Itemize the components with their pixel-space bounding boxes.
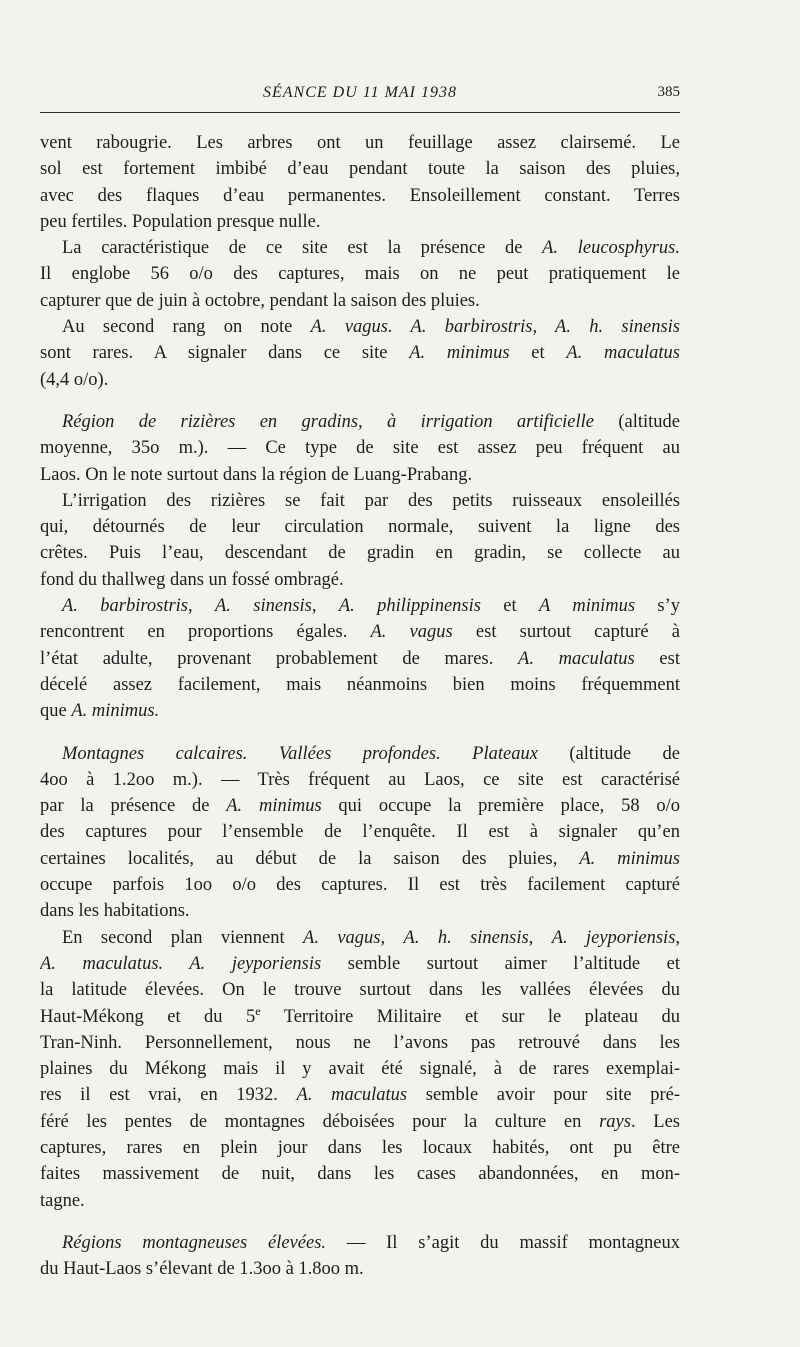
text-line [40, 130, 680, 156]
italic-text: Régions montagneuses élevées. [62, 1232, 327, 1253]
text-segment: est [634, 648, 680, 669]
text-segment: 4oo à 1.2oo m.). — Très fréquent au Laos, ce site est caractérisé [40, 769, 680, 790]
paragraph-gap [40, 393, 680, 409]
text-line [40, 619, 680, 645]
text-line [40, 1188, 680, 1214]
text-segment: l’état adulte, provenant probablement de mares. [40, 648, 519, 669]
text-segment: Territoire Militaire et sur le plateau du [260, 1006, 680, 1027]
text-segment: rencontrent en proportions égales. [40, 622, 371, 643]
italic-text: A. leucosphyrus. [542, 238, 680, 259]
text-line [40, 1161, 680, 1187]
text-line [40, 741, 680, 767]
italic-text: A. vagus [303, 927, 381, 948]
italic-text: A. vagus. A. barbirostris, A. h. sinensis [310, 317, 680, 338]
text-segment: En second plan viennent [62, 927, 304, 948]
paragraph-gap [40, 725, 680, 741]
text-segment: res il est vrai, en 1932. [40, 1085, 297, 1106]
text-line [40, 183, 680, 209]
superscript-text: e [255, 1003, 261, 1018]
text-segment: que [40, 701, 72, 722]
text-segment: sol est fortement imbibé d’eau pendant toute la saison des pluies, [40, 159, 680, 180]
text-line [40, 793, 680, 819]
text-line [40, 1004, 680, 1030]
text-segment: et [509, 343, 567, 364]
text-segment: féré les pentes de montagnes déboisées pour la culture en [40, 1111, 600, 1132]
text-line [40, 1230, 680, 1256]
italic-text: A. vagus [370, 622, 453, 643]
text-line [40, 819, 680, 845]
text-segment: la latitude élevées. On le trouve surtout dans les vallées élevées du [40, 980, 680, 1001]
italic-text: A. philippinensis [338, 596, 481, 617]
text-segment: . Les [630, 1111, 680, 1132]
text-segment: faites massivement de nuit, dans les cases abandonnées, en mon- [40, 1164, 680, 1185]
text-segment: Au second rang on note [62, 317, 311, 338]
text-line [40, 1030, 680, 1056]
text-line [40, 977, 680, 1003]
text-segment: occupe parfois 1oo o/o des captures. Il est très facilement capturé [40, 875, 680, 896]
text-segment: fond du thallweg dans un fossé ombragé. [40, 569, 344, 590]
text-segment: (altitude de [537, 743, 680, 764]
text-segment: L’irrigation des rizières se fait par des petits ruisseaux ensoleillés [62, 490, 680, 511]
text-line [40, 462, 680, 488]
text-line [40, 767, 680, 793]
italic-text: A. minimus [226, 796, 322, 817]
text-line [40, 435, 680, 461]
text-segment: vent rabougrie. Les arbres ont un feuillage assez clairsemé. Le [40, 133, 680, 153]
text-segment: , [311, 596, 339, 617]
text-line [40, 1256, 680, 1282]
text-segment: certaines localités, au début de la saison des pluies, [40, 848, 580, 869]
italic-text: A. minimus. [71, 701, 160, 722]
text-segment: plaines du Mékong mais il y avait été signalé, à de rares exemplai- [40, 1059, 680, 1080]
text-line [40, 209, 680, 235]
page-header [40, 84, 680, 110]
text-line [40, 488, 680, 514]
text-segment: s’y [635, 596, 680, 617]
text-line [40, 367, 680, 393]
text-line [40, 567, 680, 593]
italic-text: A. jeyporiensis, [551, 927, 680, 948]
text-line [40, 288, 680, 314]
text-line [40, 540, 680, 566]
text-segment: La caractéristique de ce site est la présence de [62, 238, 543, 259]
running-title: SÉANCE DU 11 MAI 1938 [262, 84, 457, 101]
text-segment: Haut-Mékong et du 5 [40, 1006, 256, 1027]
text-line [40, 514, 680, 540]
text-line [40, 156, 680, 182]
text-segment: qui occupe la première place, 58 o/o [321, 796, 680, 817]
italic-text: A. barbirostris [62, 596, 189, 617]
text-segment: captures, rares en plein jour dans les locaux habités, ont pu être [40, 1137, 680, 1158]
text-segment: (altitude [594, 411, 680, 432]
text-line [40, 1056, 680, 1082]
text-segment: et [480, 596, 540, 617]
italic-text: A. maculatus [566, 343, 680, 364]
text-line [40, 646, 680, 672]
text-segment: peu fertiles. Population presque nulle. [40, 211, 321, 232]
text-segment: qui, détournés de leur circulation normale, suivent la ligne des [40, 517, 680, 538]
text-line [40, 314, 680, 340]
italic-text: A. minimus [579, 848, 680, 869]
italic-text: Région de rizières en gradins, à irrigation artificielle [62, 411, 594, 432]
text-segment: est surtout capturé à [452, 622, 680, 643]
text-line [40, 846, 680, 872]
page-number: 385 [657, 84, 680, 100]
text-segment: (4,4 o/o). [40, 369, 109, 390]
italic-text: Montagnes calcaires. Vallées profondes. Plateaux [62, 743, 538, 764]
italic-text: A. h. sinensis [403, 927, 529, 948]
text-line [40, 951, 680, 977]
italic-text: A. sinensis [215, 596, 312, 617]
text-line [40, 925, 680, 951]
text-segment: semble surtout aimer l’altitude et [321, 953, 680, 974]
text-segment: Laos. On le note surtout dans la région de Luang-Prabang. [40, 464, 473, 485]
text-segment: du Haut-Laos s’élevant de 1.3oo à 1.8oo m. [40, 1259, 364, 1280]
text-segment: , [188, 596, 215, 617]
text-segment: Tran-Ninh. Personnellement, nous ne l’avons pas retrouvé dans les [40, 1032, 680, 1053]
text-line [40, 261, 680, 287]
text-segment: tagne. [40, 1190, 85, 1211]
text-line [40, 409, 680, 435]
italic-text: A. minimus [409, 343, 510, 364]
paragraph-gap [40, 1214, 680, 1230]
text-line [40, 235, 680, 261]
text-segment: — Il s’agit du massif montagneux [326, 1232, 680, 1253]
italic-text: A. maculatus [518, 648, 635, 669]
text-segment: sont rares. A signaler dans ce site [40, 343, 410, 364]
text-line [40, 1082, 680, 1108]
text-segment: , [528, 927, 552, 948]
text-segment: capturer que de juin à octobre, pendant la saison des pluies. [40, 290, 480, 311]
text-line [40, 1109, 680, 1135]
italic-text: rays [599, 1111, 631, 1132]
text-line [40, 872, 680, 898]
text-line [40, 898, 680, 924]
text-segment: crêtes. Puis l’eau, descendant de gradin en gradin, se collecte au [40, 543, 680, 564]
text-line [40, 672, 680, 698]
italic-text: A minimus [539, 596, 636, 617]
header-rule [40, 112, 680, 113]
italic-text: A. maculatus. A. jeyporiensis [40, 953, 322, 974]
text-segment: des captures pour l’ensemble de l’enquête. Il est à signaler qu’en [40, 822, 680, 843]
text-line [40, 1135, 680, 1161]
text-segment: , [380, 927, 404, 948]
text-line [40, 340, 680, 366]
text-segment: semble avoir pour site pré- [407, 1085, 680, 1106]
text-segment: décelé assez facilement, mais néanmoins bien moins fréquemment [40, 674, 680, 695]
text-segment: dans les habitations. [40, 901, 190, 922]
text-segment: Il englobe 56 o/o des captures, mais on ne peut pratiquement le [40, 264, 680, 285]
text-segment: par la présence de [40, 796, 227, 817]
text-line [40, 593, 680, 619]
text-segment: moyenne, 35o m.). — Ce type de site est assez peu fréquent au [40, 438, 680, 459]
text-line [40, 698, 680, 724]
italic-text: A. maculatus [296, 1085, 408, 1106]
body-text [40, 130, 680, 1282]
text-segment: avec des flaques d’eau permanentes. Ensoleillement constant. Terres [40, 185, 680, 206]
